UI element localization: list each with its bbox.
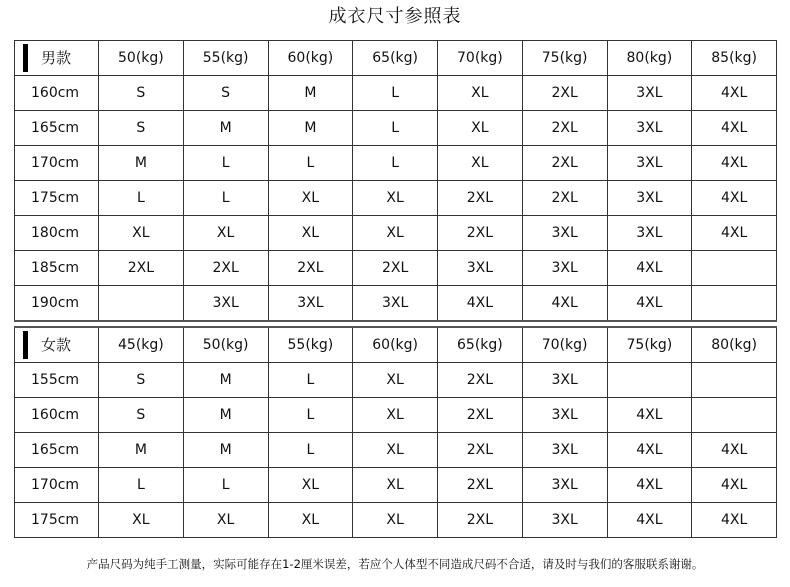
- size-cell: [692, 251, 777, 286]
- size-cell: 2XL: [438, 468, 523, 503]
- size-cell: 3XL: [438, 251, 523, 286]
- size-cell: [692, 363, 777, 398]
- size-chart-body: [15, 41, 777, 538]
- size-cell: 3XL: [353, 286, 438, 322]
- size-cell: 3XL: [522, 503, 607, 538]
- size-cell: L: [183, 468, 268, 503]
- size-cell: L: [353, 111, 438, 146]
- size-cell: L: [353, 76, 438, 111]
- height-cell: 165cm: [15, 433, 99, 468]
- size-cell: XL: [438, 76, 523, 111]
- size-cell: 3XL: [607, 111, 692, 146]
- size-cell: 3XL: [522, 251, 607, 286]
- size-cell: M: [183, 111, 268, 146]
- weight-header-cell: 85(kg): [692, 41, 777, 76]
- table-row: [15, 503, 777, 538]
- height-cell: 180cm: [15, 216, 99, 251]
- table-row: [15, 468, 777, 503]
- height-cell: 155cm: [15, 363, 99, 398]
- size-cell: 2XL: [268, 251, 353, 286]
- height-cell: 165cm: [15, 111, 99, 146]
- size-cell: 4XL: [607, 286, 692, 322]
- size-cell: XL: [268, 181, 353, 216]
- size-cell: 4XL: [692, 433, 777, 468]
- size-cell: 2XL: [183, 251, 268, 286]
- women-header-row: [15, 327, 777, 363]
- size-cell: XL: [353, 398, 438, 433]
- size-cell: M: [99, 146, 184, 181]
- height-cell: 170cm: [15, 146, 99, 181]
- size-cell: [692, 286, 777, 322]
- size-cell: L: [268, 433, 353, 468]
- size-cell: M: [268, 111, 353, 146]
- weight-header-cell: 65(kg): [353, 41, 438, 76]
- size-cell: 4XL: [607, 433, 692, 468]
- weight-header-cell: 45(kg): [99, 327, 184, 363]
- size-cell: XL: [268, 503, 353, 538]
- size-cell: 4XL: [522, 286, 607, 322]
- size-cell: [99, 286, 184, 322]
- men-section-label: 男款: [41, 49, 72, 67]
- size-cell: 2XL: [438, 398, 523, 433]
- men-section-header: [15, 41, 99, 76]
- size-cell: XL: [268, 468, 353, 503]
- size-cell: 2XL: [438, 363, 523, 398]
- weight-header-cell: 50(kg): [183, 327, 268, 363]
- size-cell: S: [183, 76, 268, 111]
- weight-header-cell: 80(kg): [692, 327, 777, 363]
- size-cell: 2XL: [438, 433, 523, 468]
- size-cell: 4XL: [692, 76, 777, 111]
- page-title: 成衣尺寸参照表: [328, 6, 462, 27]
- size-cell: S: [99, 363, 184, 398]
- size-cell: 4XL: [607, 398, 692, 433]
- table-row: [15, 181, 777, 216]
- size-cell: 4XL: [607, 251, 692, 286]
- size-cell: L: [99, 468, 184, 503]
- size-cell: M: [183, 398, 268, 433]
- size-cell: XL: [99, 216, 184, 251]
- size-cell: XL: [99, 503, 184, 538]
- size-cell: 3XL: [268, 286, 353, 322]
- size-cell: 4XL: [692, 468, 777, 503]
- size-cell: L: [353, 146, 438, 181]
- size-cell: XL: [353, 468, 438, 503]
- size-cell: 4XL: [438, 286, 523, 322]
- weight-header-cell: 80(kg): [607, 41, 692, 76]
- size-chart-table: [14, 40, 777, 538]
- height-cell: 190cm: [15, 286, 99, 322]
- weight-header-cell: 65(kg): [438, 327, 523, 363]
- size-cell: L: [183, 146, 268, 181]
- weight-header-cell: 50(kg): [99, 41, 184, 76]
- size-cell: S: [99, 111, 184, 146]
- size-cell: L: [268, 398, 353, 433]
- size-cell: 3XL: [522, 433, 607, 468]
- footnote: 产品尺码为纯手工测量，实际可能存在1-2厘米误差，若应个人体型不同造成尺码不合适，请及时与我们的客服联系谢谢。: [86, 557, 704, 571]
- size-cell: 4XL: [607, 468, 692, 503]
- table-row: [15, 146, 777, 181]
- height-cell: 175cm: [15, 503, 99, 538]
- size-cell: 4XL: [692, 503, 777, 538]
- table-row: [15, 111, 777, 146]
- size-cell: S: [99, 76, 184, 111]
- weight-header-cell: 75(kg): [522, 41, 607, 76]
- size-cell: M: [183, 433, 268, 468]
- size-cell: M: [183, 363, 268, 398]
- weight-header-cell: 75(kg): [607, 327, 692, 363]
- size-cell: 3XL: [522, 398, 607, 433]
- size-cell: 3XL: [607, 216, 692, 251]
- table-row: [15, 251, 777, 286]
- size-cell: 3XL: [522, 363, 607, 398]
- size-cell: 2XL: [438, 503, 523, 538]
- size-cell: 4XL: [692, 181, 777, 216]
- size-cell: 2XL: [353, 251, 438, 286]
- weight-header-cell: 70(kg): [522, 327, 607, 363]
- size-cell: XL: [183, 216, 268, 251]
- table-row: [15, 363, 777, 398]
- size-cell: 4XL: [692, 146, 777, 181]
- section-marker-bar: [23, 44, 28, 72]
- size-cell: 2XL: [522, 111, 607, 146]
- table-row: [15, 76, 777, 111]
- size-cell: 3XL: [607, 146, 692, 181]
- size-cell: XL: [438, 111, 523, 146]
- size-cell: 2XL: [522, 76, 607, 111]
- size-cell: 2XL: [522, 146, 607, 181]
- size-cell: L: [183, 181, 268, 216]
- size-cell: XL: [353, 363, 438, 398]
- size-cell: XL: [353, 216, 438, 251]
- size-cell: 3XL: [183, 286, 268, 322]
- size-cell: L: [268, 363, 353, 398]
- size-cell: 4XL: [692, 216, 777, 251]
- table-row: [15, 216, 777, 251]
- size-cell: S: [99, 398, 184, 433]
- size-cell: XL: [353, 433, 438, 468]
- size-cell: 3XL: [607, 181, 692, 216]
- weight-header-cell: 60(kg): [268, 41, 353, 76]
- height-cell: 185cm: [15, 251, 99, 286]
- weight-header-cell: 55(kg): [183, 41, 268, 76]
- weight-header-cell: 60(kg): [353, 327, 438, 363]
- size-cell: 3XL: [522, 468, 607, 503]
- size-cell: 2XL: [438, 181, 523, 216]
- size-cell: 4XL: [692, 111, 777, 146]
- size-cell: L: [268, 146, 353, 181]
- table-row: [15, 398, 777, 433]
- height-cell: 170cm: [15, 468, 99, 503]
- size-cell: [692, 398, 777, 433]
- size-cell: L: [99, 181, 184, 216]
- table-row: [15, 433, 777, 468]
- size-cell: 2XL: [522, 181, 607, 216]
- height-cell: 160cm: [15, 76, 99, 111]
- women-section-label: 女款: [41, 336, 72, 354]
- size-cell: XL: [268, 216, 353, 251]
- height-cell: 160cm: [15, 398, 99, 433]
- section-marker-bar: [23, 331, 28, 359]
- size-cell: XL: [438, 146, 523, 181]
- size-cell: M: [268, 76, 353, 111]
- size-cell: 3XL: [607, 76, 692, 111]
- size-cell: [607, 363, 692, 398]
- table-row: [15, 286, 777, 322]
- weight-header-cell: 70(kg): [438, 41, 523, 76]
- size-cell: 4XL: [607, 503, 692, 538]
- size-cell: M: [99, 433, 184, 468]
- size-cell: XL: [353, 181, 438, 216]
- size-cell: 2XL: [99, 251, 184, 286]
- weight-header-cell: 55(kg): [268, 327, 353, 363]
- size-cell: XL: [183, 503, 268, 538]
- size-cell: XL: [353, 503, 438, 538]
- men-header-row: [15, 41, 777, 76]
- women-section-header: [15, 327, 99, 363]
- size-cell: 3XL: [522, 216, 607, 251]
- size-cell: 2XL: [438, 216, 523, 251]
- height-cell: 175cm: [15, 181, 99, 216]
